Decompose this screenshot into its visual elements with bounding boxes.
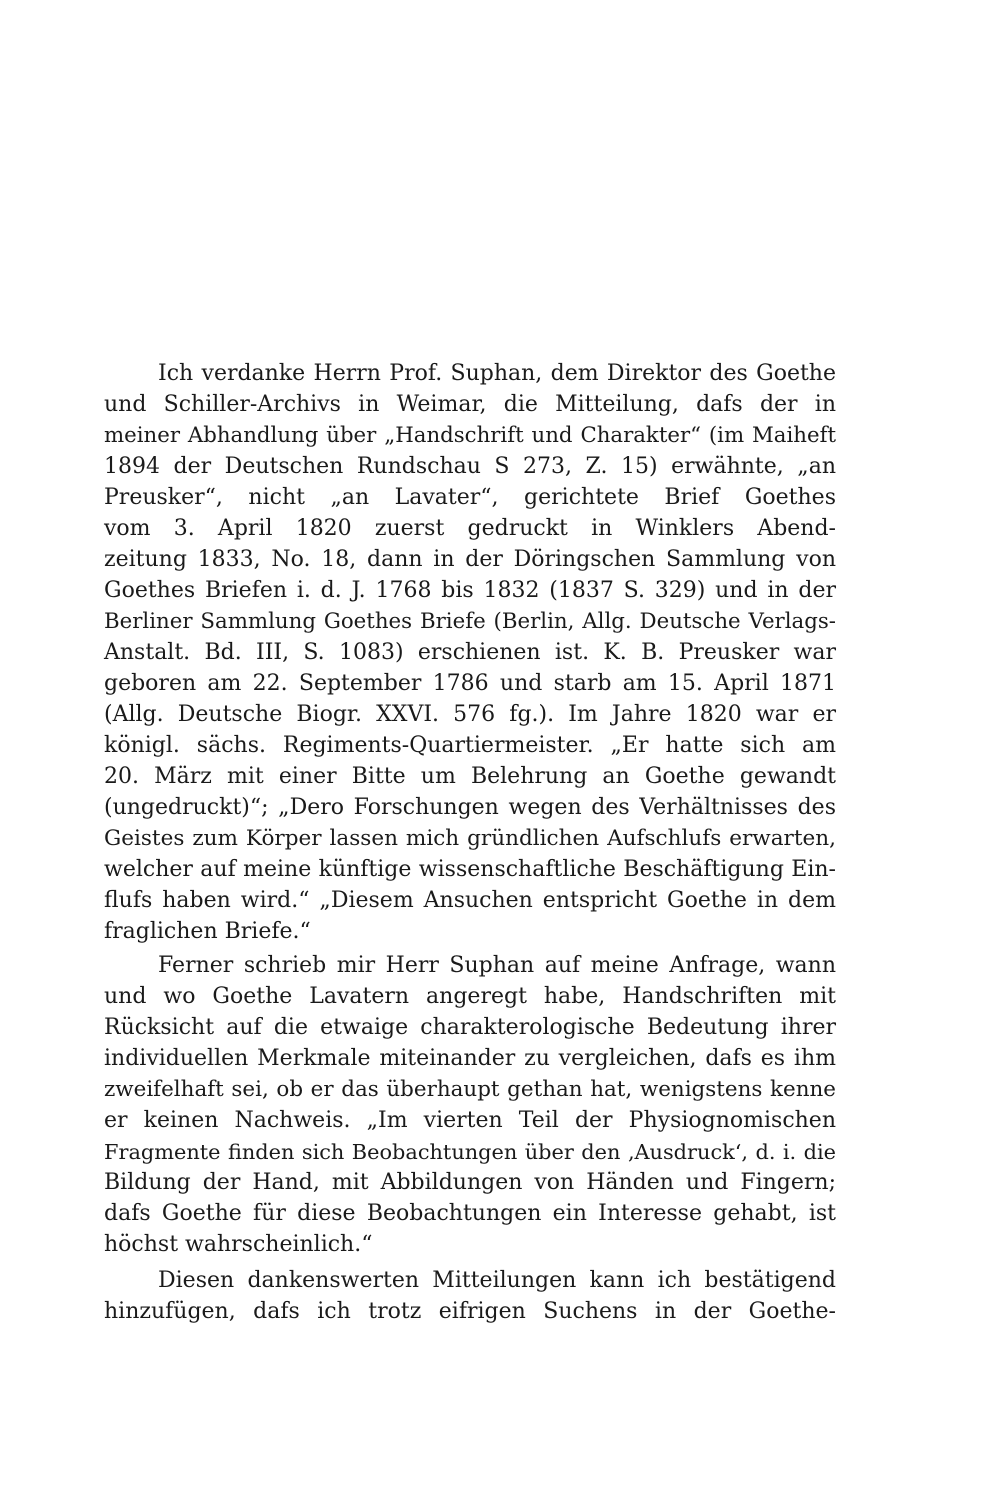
text-line: Fragmente finden sich Beobachtungen über den ‚Ausdruck‘, d. i. die: [104, 1140, 836, 1164]
text-line: meiner Abhandlung über „Handschrift und Charakter“ (im Maiheft: [104, 423, 836, 448]
text-line: Diesen dankenswerten Mitteilungen kann ich bestätigend: [158, 1268, 836, 1293]
text-line: Bildung der Hand, mit Abbildungen von Händen und Fingern;: [104, 1170, 836, 1195]
text-line: individuellen Merkmale miteinander zu vergleichen, dafs es ihm: [104, 1046, 836, 1071]
text-line: Berliner Sammlung Goethes Briefe (Berlin, Allg. Deutsche Verlags-: [104, 609, 836, 634]
text-line: er keinen Nachweis. „Im vierten Teil der Physiognomischen: [104, 1108, 836, 1133]
text-line: (ungedruckt)“; „Dero Forschungen wegen des Verhältnisses des: [104, 795, 836, 820]
text-line: Anstalt. Bd. III, S. 1083) erschienen ist. K. B. Preusker war: [104, 640, 836, 665]
text-line: Ferner schrieb mir Herr Suphan auf meine Anfrage, wann: [158, 953, 836, 978]
text-line: vom 3. April 1820 zuerst gedruckt in Winklers Abend-: [104, 516, 836, 541]
text-line: hinzufügen, dafs ich trotz eifrigen Suchens in der Goethe-: [104, 1299, 836, 1324]
text-line: königl. sächs. Regiments-Quartiermeister. „Er hatte sich am: [104, 733, 836, 758]
text-line: Preusker“, nicht „an Lavater“, gerichtete Brief Goethes: [104, 485, 836, 510]
text-line: fraglichen Briefe.“: [104, 919, 311, 944]
text-line: dafs Goethe für diese Beobachtungen ein Interesse gehabt, ist: [104, 1201, 836, 1226]
text-line: Ich verdanke Herrn Prof. Suphan, dem Direktor des Goethe: [158, 361, 836, 386]
text-line: und Schiller-Archivs in Weimar, die Mitteilung, dafs der in: [104, 392, 836, 417]
text-line: welcher auf meine künftige wissenschaftliche Beschäftigung Ein-: [104, 857, 836, 882]
text-line: flufs haben wird.“ „Diesem Ansuchen entspricht Goethe in dem: [104, 888, 836, 913]
text-line: geboren am 22. September 1786 und starb am 15. April 1871: [104, 671, 836, 696]
text-line: und wo Goethe Lavatern angeregt habe, Handschriften mit: [104, 984, 836, 1009]
text-line: Goethes Briefen i. d. J. 1768 bis 1832 (1837 S. 329) und in der: [104, 578, 836, 603]
text-line: Rücksicht auf die etwaige charakterologische Bedeutung ihrer: [104, 1015, 836, 1040]
text-line: zweifelhaft sei, ob er das überhaupt gethan hat, wenigstens kenne: [104, 1077, 836, 1102]
text-line: 1894 der Deutschen Rundschau S 273, Z. 15) erwähnte, „an: [104, 454, 836, 479]
text-line: höchst wahrscheinlich.“: [104, 1232, 373, 1257]
text-line: (Allg. Deutsche Biogr. XXVI. 576 fg.). Im Jahre 1820 war er: [104, 702, 836, 727]
text-line: 20. März mit einer Bitte um Belehrung an Goethe gewandt: [104, 764, 836, 789]
text-line: zeitung 1833, No. 18, dann in der Döringschen Sammlung von: [104, 547, 836, 572]
text-line: Geistes zum Körper lassen mich gründlichen Aufschlufs erwarten,: [104, 826, 836, 851]
